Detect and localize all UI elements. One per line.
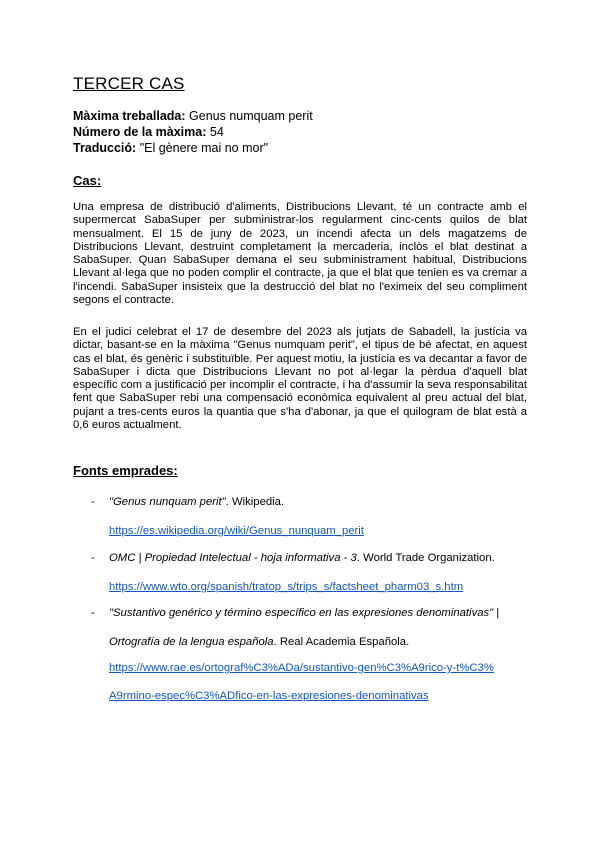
- maxim-label: Màxima treballada:: [73, 109, 186, 123]
- translation-line: [73, 140, 313, 156]
- list-dash: -: [91, 552, 95, 564]
- maxim-line: [73, 108, 313, 124]
- number-line: [73, 124, 313, 140]
- source-title-italic: "Sustantivo genérico y término específico en las expresiones denominativas": [109, 607, 494, 619]
- case-heading: Cas:: [73, 173, 102, 188]
- maxim-info: [73, 108, 313, 156]
- source-link[interactable]: https://es.wikipedia.org/wiki/Genus_nunquam_perit: [109, 525, 364, 537]
- number-label: Número de la màxima:: [73, 125, 207, 139]
- source-link-continued[interactable]: A9rmino-espec%C3%ADfico-en-las-expresiones-denominativas: [109, 690, 429, 702]
- sources-heading: Fonts emprades:: [73, 463, 178, 478]
- list-dash: -: [91, 607, 95, 619]
- source-title-italic: OMC | Propiedad Intelectual - hoja informativa - 3: [109, 552, 357, 564]
- source-link[interactable]: https://www.wto.org/spanish/tratop_s/trips_s/factsheet_pharm03_s.htm: [109, 581, 464, 593]
- source-subtitle-italic: Ortografía de la lengua española: [109, 636, 274, 648]
- maxim-value: Genus numquam perit: [185, 109, 313, 123]
- source-title-rest: . World Trade Organization.: [356, 552, 495, 564]
- case-paragraph-1: Una empresa de distribució d'aliments, Distribucions Llevant, té un contracte amb el supermercat SabaSuper per subministrar-los regularment cinc-cents quilos de blat mensualment. El 15 de juny de 2023, un incendi afecta un dels magatzems de Distribucions Llevant, destruint completament la mercaderia, inclòs el blat destinat a SabaSuper. Quan SabaSuper demana el seu subministrament habitual, Distribucions Llevant al·lega que no poden complir el contracte, ja que el blat que tenien es va cremar a l'incendi. SabaSuper insisteix que la destrucció del blat no l'eximeix del seu compliment segons el contracte.: [73, 201, 527, 307]
- case-paragraph-2: En el judici celebrat el 17 de desembre del 2023 als jutjats de Sabadell, la justícia va dictar, basant-se en la màxima "Genus numquam perit", el tipus de bé afectat, en aquest cas el blat, és genèric i substituïble. Per aquest motiu, la justícia es va decantar a favor de SabaSuper i dicta que Distribucions Llevant no pot al·legar la pèrdua d'aquell blat específic com a justificació per incomplir el contracte, i ha d'assumir la seva responsabilitat fent que SabaSuper rebi una compensació econòmica equivalent al preu actual del blat, pujant a tres-cents euros la quantia que s'ha d'abonar, ja que el quilogram de blat està a 0,6 euros actualment.: [73, 326, 527, 432]
- source-title: [109, 496, 284, 508]
- source-title: [109, 552, 495, 564]
- source-title: [109, 607, 499, 619]
- number-value: 54: [206, 125, 224, 139]
- translation-value: "El gènere mai no mor": [136, 141, 269, 155]
- source-subtitle-rest: . Real Academia Española.: [273, 636, 410, 648]
- source-title-rest: |: [493, 607, 500, 619]
- source-subtitle: [109, 636, 409, 648]
- page-title: TERCER CAS: [73, 74, 185, 93]
- source-title-italic: "Genus nunquam perit": [109, 496, 226, 508]
- translation-label: Traducció:: [73, 141, 137, 155]
- list-dash: -: [91, 496, 95, 508]
- source-link[interactable]: https://www.rae.es/ortograf%C3%ADa/sustantivo-gen%C3%A9rico-y-t%C3%: [109, 662, 494, 674]
- source-title-rest: . Wikipedia.: [225, 496, 285, 508]
